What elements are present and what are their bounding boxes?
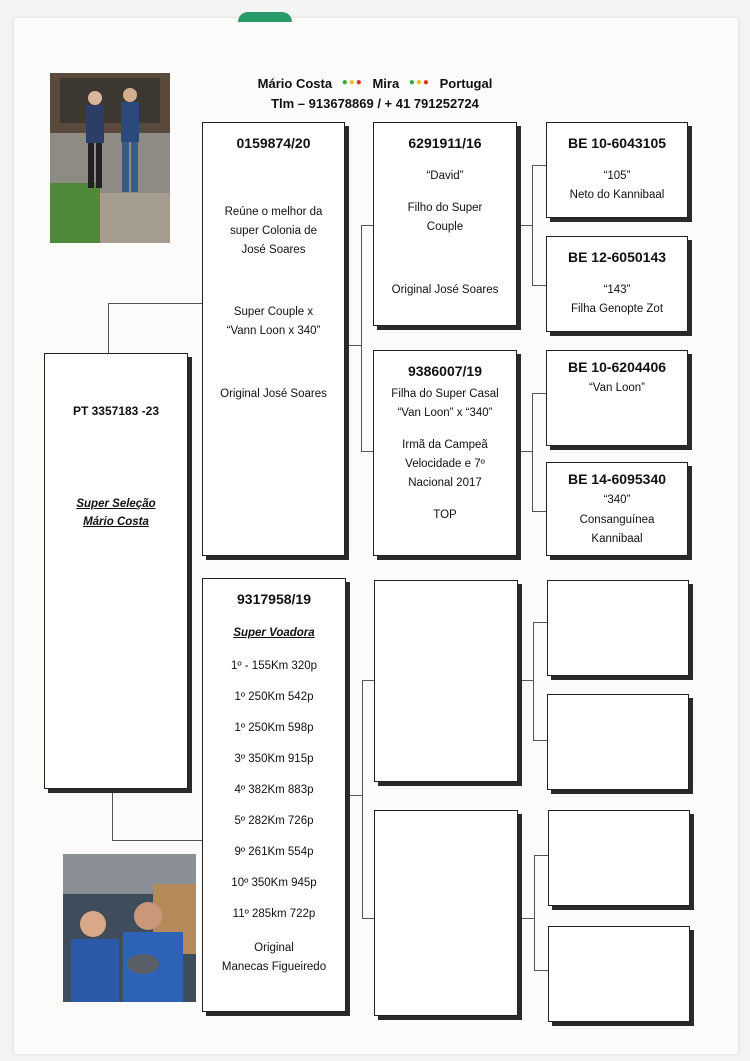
connector-line [532,393,546,394]
gp4-card [546,462,688,556]
gp4-ring: BE 14-6095340 [567,471,667,487]
main-bird-ring: PT 3357183 -23 [72,404,160,418]
gp2-card [546,236,688,332]
dam-result: 1º 250Km 542p [234,691,314,703]
gp4-desc-1: Consanguínea [579,514,655,526]
dam-card [202,578,346,1012]
sire-dam-note-2: Velocidade e 7º [405,458,485,470]
sire-sire-ring: 6291911/16 [408,135,482,151]
gp2-name: “143” [603,284,631,296]
dam-result: 1º 250Km 598p [234,722,314,734]
binder-tab [238,12,292,22]
dam-title: Super Voadora [233,627,315,639]
sire-sire-desc-2: Couple [426,221,464,233]
sire-ring: 0159874/20 [236,135,311,151]
dam-result: 11º 285km 722p [232,908,316,920]
sire-origin: Original José Soares [220,388,327,400]
dam-result: 10º 350Km 945p [231,877,317,889]
dam-ring: 9317958/19 [237,591,311,607]
sire-cross-1: Super Couple x [233,306,314,318]
sire-dam-note-3: Nacional 2017 [408,477,482,489]
connector-line [533,740,547,741]
connector-line [112,840,202,841]
breeders-photo [50,73,170,243]
connector-line [361,225,373,226]
dam-result: 3º 350Km 915p [234,753,314,765]
connector-line [534,970,548,971]
breeder-town: Mira [372,76,400,91]
sire-desc-2: super Colonia de [230,225,317,237]
sire-cross-2: “Vann Loon x 340” [226,325,321,337]
gp3-ring: BE 10-6204406 [567,359,667,375]
gp3-card [546,350,688,446]
connector-line [361,451,373,452]
gp4-name: “340” [603,494,631,506]
connector-line [532,165,533,285]
sire-desc-1: Reúne o melhor da [224,206,323,218]
connector-line [532,393,533,511]
gp8-card [548,926,690,1022]
dam-result: 1º - 155Km 320p [230,660,318,672]
connector-line [534,855,548,856]
gp4-desc-2: Kannibaal [591,533,643,545]
sire-dam-tag: TOP [433,509,457,521]
sire-card [202,122,345,556]
sire-dam-desc-2: “Van Loon” x “340” [397,407,493,419]
gp6-card [547,694,689,790]
connector-line [534,855,535,970]
gp1-ring: BE 10-6043105 [567,135,667,151]
connector-line [533,622,534,740]
breeder-name: Mário Costa [257,76,333,91]
connector-line [112,790,113,840]
connector-line [108,303,202,304]
dam-result: 5º 282Km 726p [234,815,314,827]
gp2-desc: Filha Genopte Zot [570,303,664,315]
gp1-card [546,122,688,218]
main-bird-card [44,353,188,789]
sire-sire-origin: Original José Soares [391,284,499,296]
connector-line [532,165,546,166]
connector-line [533,622,547,623]
sire-desc-3: José Soares [241,244,306,256]
sire-sire-name: “David” [426,170,464,182]
dam-sire-card [374,580,518,782]
sire-dam-card [373,350,517,556]
dam-origin-2: Manecas Figueiredo [221,961,327,973]
connector-line [361,225,362,451]
gp5-card [547,580,689,676]
gp7-card [548,810,690,906]
sire-sire-desc-1: Filho do Super [407,202,483,214]
connector-line [362,680,374,681]
connector-line [348,795,362,796]
connector-line [108,303,109,355]
breeder-contact: Tlm – 913678869 / + 41 791252724 [271,96,479,111]
connector-line [362,918,374,919]
dam-origin-1: Original [254,942,294,954]
gp1-name: “105” [603,170,631,182]
connector-line [532,511,546,512]
breeder-country: Portugal [439,76,493,91]
sire-dam-desc-1: Filha do Super Casal [391,388,499,400]
sire-dam-ring: 9386007/19 [408,363,482,379]
connector-line [362,680,363,918]
dam-dam-card [374,810,518,1016]
connector-line [532,285,546,286]
handler-photo [63,854,196,1002]
gp3-name: “Van Loon” [588,382,646,394]
dam-result: 9º 261Km 554p [234,846,314,858]
gp1-desc: Neto do Kannibaal [569,189,665,201]
connector-line [520,918,534,919]
flag-dots-icon: ●●● [341,77,363,88]
dam-result: 4º 382Km 883p [234,784,314,796]
sire-dam-note-1: Irmã da Campeã [402,439,488,451]
connector-line [518,451,532,452]
connector-line [347,345,361,346]
main-bird-title-1: Super Seleção [76,498,156,510]
gp2-ring: BE 12-6050143 [567,249,667,265]
flag-dots-icon: ●●● [408,77,430,88]
connector-line [519,680,533,681]
main-bird-title-2: Mário Costa [83,516,149,528]
sire-sire-card [373,122,517,326]
connector-line [518,225,532,226]
